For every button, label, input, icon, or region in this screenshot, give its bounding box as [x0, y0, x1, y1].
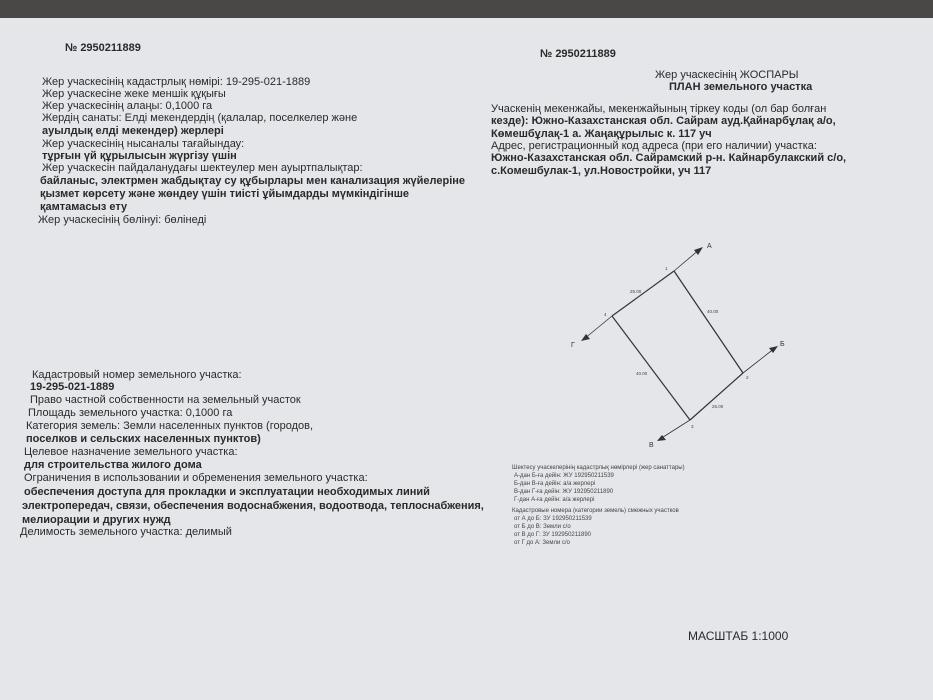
kz-purpose-label: Жер учаскесінің нысаналы тағайындау:	[42, 138, 245, 150]
adjacent-kz-a-b: А-дан Б-ға дейін: ЖУ 192950211539	[514, 473, 614, 479]
address-kz-line1: Учаскенің мекенжайы, мекенжайының тіркеу коды (ол бар болған	[491, 103, 827, 115]
ru-cadastral-number: 19-295-021-1889	[30, 381, 115, 393]
arrow-g	[584, 316, 612, 339]
plan-scale: МАСШТАБ 1:1000	[688, 629, 789, 643]
adjacent-kz-g-a: Г-дан А-ға дейін: а/а жерлері	[514, 497, 595, 503]
ru-cadastral-label: Кадастровый номер земельного участка:	[32, 369, 242, 381]
address-kz-line2: кезде): Южно-Казахстанская обл. Сайрам ауд.Қайнарбұлақ а/о,	[491, 115, 836, 127]
land-plot-plan	[560, 233, 800, 458]
kz-purpose-value: тұрғын үй құрылысын жүргізу үшін	[42, 150, 237, 162]
kz-restrictions-label: Жер учаскесін пайдаланудағы шектеулер мен ауыртпалықтар:	[42, 162, 363, 174]
ru-purpose-label: Целевое назначение земельного участка:	[24, 446, 238, 458]
arrow-heads	[581, 247, 778, 441]
boundary-side-1-2	[674, 271, 743, 373]
dir-label-v: В	[649, 442, 654, 449]
length-label-top: 25.00	[630, 289, 642, 294]
adjacent-kz-b-v: Б-дан В-ға дейін: а/а жерлері	[514, 481, 596, 487]
address-kz-line3: Көмешбұлақ-1 а. Жаңақұрылыс к. 117 уч	[491, 128, 712, 140]
kz-ownership-right: Жер учаскесіне жеке меншік құқығы	[42, 88, 226, 100]
kz-cadastral-number: Жер учаскесінің кадастрлық нөмірі: 19-295-021-1889	[42, 76, 311, 88]
ru-restrictions-line1: обеспечения доступа для прокладки и эксплуатации необходимых линий	[24, 486, 430, 498]
address-ru-label: Адрес, регистрационный код адреса (при его наличии) участка:	[491, 140, 817, 152]
adjacent-kz-heading: Шектесу учаскелерінің кадастрлық нөмірлері (жер санаттары)	[512, 465, 685, 471]
arrow-b	[743, 348, 775, 373]
kz-restrictions-line1: байланыс, электрмен жабдықтау су құбырлары мен канализация жүйелеріне	[40, 175, 466, 187]
adjacent-kz-v-g: В-дан Г-ға дейін: ЖУ 192950211890	[514, 489, 614, 495]
adjacent-ru-v-g: от В до Г: ЗУ 192950211890	[514, 532, 592, 538]
kz-category-line2: ауылдық елді мекендер) жерлері	[42, 125, 224, 137]
boundary-side-1-4	[612, 271, 674, 316]
point-label-3: 3	[691, 424, 694, 429]
ru-area: Площадь земельного участка: 0,1000 га	[28, 407, 233, 419]
dir-label-g: Г	[571, 342, 575, 349]
adjacent-ru-a-b: от А до Б: ЗУ 192950211539	[514, 516, 592, 522]
certificate-sheet	[0, 18, 933, 700]
ru-divisibility: Делимость земельного участка: делимый	[20, 526, 232, 538]
boundary-side-4-3	[612, 316, 690, 420]
address-ru-line1: Южно-Казахстанская обл. Сайрамский р-н. Кайнарбулакский с/о,	[491, 152, 847, 164]
length-label-left: 40.00	[636, 371, 648, 376]
dir-label-a: А	[707, 243, 712, 250]
plan-title-ru: ПЛАН земельного участка	[669, 81, 813, 93]
kz-restrictions-line3: қамтамасыз ету	[40, 201, 128, 213]
kz-area: Жер учаскесінің алаңы: 0,1000 га	[42, 100, 213, 112]
length-label-right: 40.00	[707, 309, 719, 314]
address-ru-line2: с.Комешбулак-1, ул.Новостройки, уч 117	[491, 165, 712, 177]
arrow-v	[660, 420, 690, 439]
kz-category-line1: Жердің санаты: Елді мекендердің (қалалар, поселкелер және	[42, 112, 358, 124]
kz-restrictions-line2: қызмет көрсету және жөндеу үшін тиісті ұйымдарды мүмкіндігінше	[40, 188, 409, 200]
ru-ownership-right: Право частной собственности на земельный участок	[30, 394, 301, 406]
adjacent-ru-heading: Кадастровые номера (категории земель) смежных участков	[512, 508, 679, 514]
ru-category-line1: Категория земель: Земли населенных пунктов (городов,	[26, 420, 314, 432]
dir-label-b: Б	[780, 341, 785, 348]
adjacent-ru-b-v: от Б до В: Земли с/о	[514, 524, 571, 530]
point-label-1: 1	[665, 266, 668, 271]
kz-divisibility: Жер учаскесінің бөлінуі: бөлінеді	[38, 214, 207, 226]
point-label-4: 4	[604, 312, 607, 317]
point-label-2: 2	[746, 375, 749, 380]
right-doc-number: № 2950211889	[540, 48, 616, 60]
ru-restrictions-line2: электропередач, связи, обеспечения водоснабжения, водоотвода, теплоснабжения,	[22, 500, 484, 512]
direction-arrows	[584, 249, 775, 439]
plan-title-kz: Жер учаскесінің ЖОСПАРЫ	[655, 69, 799, 81]
ru-restrictions-line3: мелиорации и других нужд	[22, 514, 171, 526]
ru-purpose-value: для строительства жилого дома	[24, 459, 202, 471]
left-doc-number: № 2950211889	[65, 42, 141, 54]
arrow-head-a	[694, 247, 703, 255]
boundary-side-2-3	[690, 373, 743, 420]
ru-category-line2: поселков и сельских населенных пунктов)	[26, 433, 261, 445]
length-label-bottom: 25.00	[712, 404, 724, 409]
ru-restrictions-label: Ограничения в использовании и обременения земельного участка:	[24, 472, 368, 484]
adjacent-ru-g-a: от Г до А: Земли с/о	[514, 540, 570, 546]
